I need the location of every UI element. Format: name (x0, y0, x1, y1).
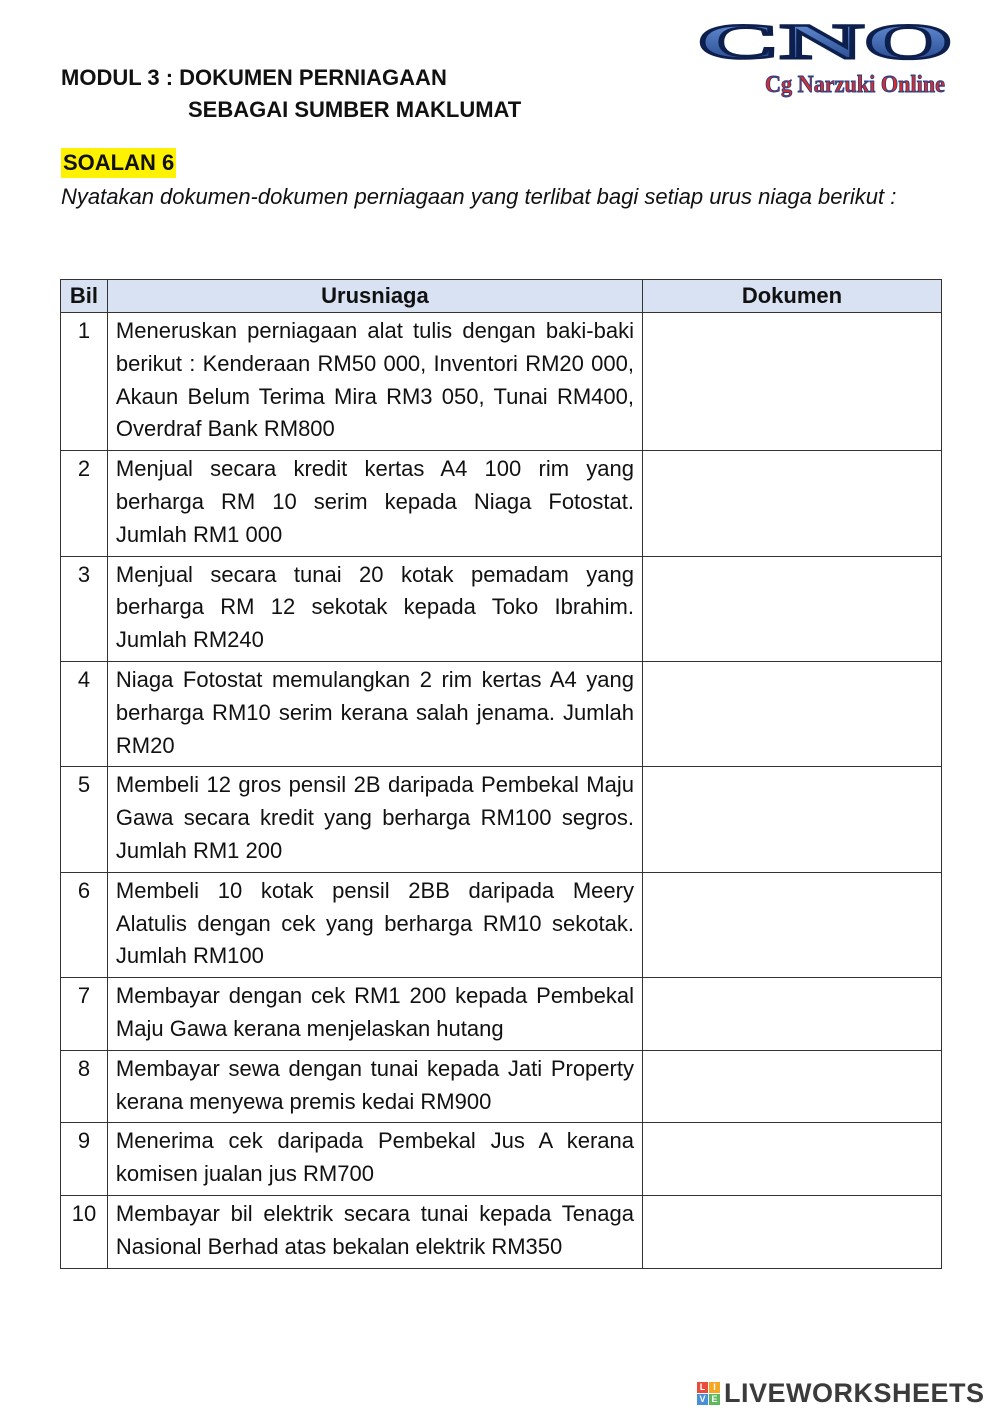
wm-icon-letter: L (697, 1382, 708, 1393)
table-row (61, 451, 942, 556)
document-answer-cell[interactable] (642, 978, 941, 1051)
transaction-text: Menjual secara tunai 20 kotak pemadam yang berharga RM 12 sekotak kepada Toko Ibrahim. Jumlah RM240 (107, 556, 642, 661)
document-answer-cell[interactable] (642, 872, 941, 977)
document-answer-cell[interactable] (642, 556, 941, 661)
transaction-text: Meneruskan perniagaan alat tulis dengan baki-baki berikut : Kenderaan RM50 000, Inventori RM20 000, Akaun Belum Terima Mira RM3 050, Tunai RM400, Overdraf Bank RM800 (107, 313, 642, 451)
logo-subtitle: Cg Narzuki Online (765, 72, 946, 98)
liveworksheets-logo-icon (697, 1382, 720, 1405)
logo-mark: CNO (697, 13, 953, 69)
transactions-table (60, 279, 942, 1269)
table-row (61, 978, 942, 1051)
table-header-row (61, 280, 942, 313)
liveworksheets-watermark (697, 1376, 985, 1410)
transaction-text: Niaga Fotostat memulangkan 2 rim kertas A4 yang berharga RM10 serim kerana salah jenama. Jumlah RM20 (107, 661, 642, 766)
transaction-text: Membayar sewa dengan tunai kepada Jati Property kerana menyewa premis kedai RM900 (107, 1050, 642, 1123)
wm-icon-letter: V (697, 1394, 708, 1405)
row-number: 7 (61, 978, 108, 1051)
transaction-text: Membayar bil elektrik secara tunai kepada Tenaga Nasional Berhad atas bekalan elektrik RM350 (107, 1195, 642, 1268)
table-row (61, 661, 942, 766)
cno-logo (690, 12, 960, 104)
header-document: Dokumen (642, 280, 941, 313)
wm-icon-letter: I (709, 1382, 720, 1393)
row-number: 6 (61, 872, 108, 977)
row-number: 2 (61, 451, 108, 556)
title-line-2: SEBAGAI SUMBER MAKLUMAT (188, 97, 522, 122)
table-row (61, 1123, 942, 1196)
table-row (61, 767, 942, 872)
row-number: 8 (61, 1050, 108, 1123)
table-row (61, 1050, 942, 1123)
watermark-text: LIVEWORKSHEETS (724, 1377, 985, 1408)
transaction-text: Membeli 12 gros pensil 2B daripada Pembekal Maju Gawa secara kredit yang berharga RM100 segros. Jumlah RM1 200 (107, 767, 642, 872)
row-number: 5 (61, 767, 108, 872)
question-label: SOALAN 6 (61, 148, 176, 178)
transaction-text: Menerima cek daripada Pembekal Jus A kerana komisen jualan jus RM700 (107, 1123, 642, 1196)
row-number: 10 (61, 1195, 108, 1268)
title-line-1: MODUL 3 : DOKUMEN PERNIAGAAN (61, 65, 447, 90)
document-answer-cell[interactable] (642, 661, 941, 766)
wm-icon-letter: E (709, 1394, 720, 1405)
transaction-text: Membeli 10 kotak pensil 2BB daripada Meery Alatulis dengan cek yang berharga RM10 sekotak. Jumlah RM100 (107, 872, 642, 977)
row-number: 3 (61, 556, 108, 661)
table-row (61, 313, 942, 451)
row-number: 9 (61, 1123, 108, 1196)
table-row (61, 1195, 942, 1268)
document-answer-cell[interactable] (642, 1195, 941, 1268)
module-title (61, 62, 521, 126)
document-answer-cell[interactable] (642, 313, 941, 451)
row-number: 4 (61, 661, 108, 766)
document-answer-cell[interactable] (642, 1050, 941, 1123)
header-transaction: Urusniaga (107, 280, 642, 313)
transaction-text: Membayar dengan cek RM1 200 kepada Pembekal Maju Gawa kerana menjelaskan hutang (107, 978, 642, 1051)
document-answer-cell[interactable] (642, 1123, 941, 1196)
header-bil: Bil (61, 280, 108, 313)
question-instruction: Nyatakan dokumen-dokumen perniagaan yang terlibat bagi setiap urus niaga berikut : (61, 184, 897, 209)
transaction-text: Menjual secara kredit kertas A4 100 rim yang berharga RM 10 serim kepada Niaga Fotostat. Jumlah RM1 000 (107, 451, 642, 556)
document-answer-cell[interactable] (642, 451, 941, 556)
table-row (61, 556, 942, 661)
document-answer-cell[interactable] (642, 767, 941, 872)
table-row (61, 872, 942, 977)
row-number: 1 (61, 313, 108, 451)
